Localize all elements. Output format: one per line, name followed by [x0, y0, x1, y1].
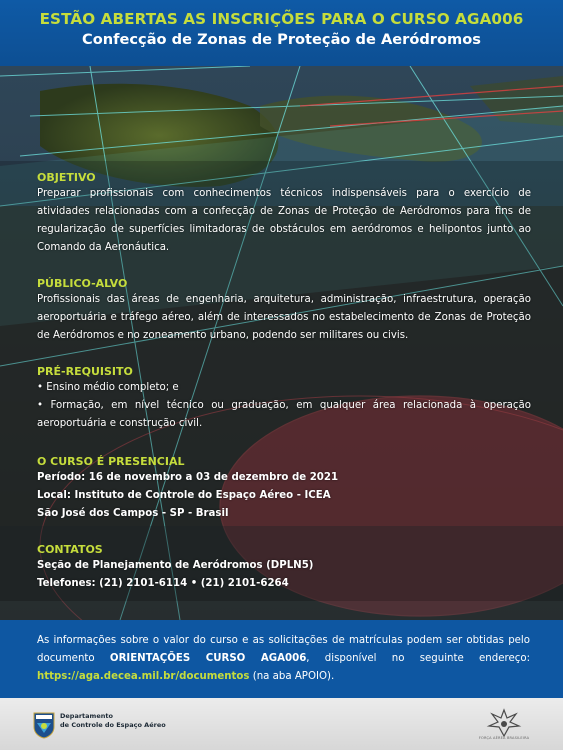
section-objetivo — [37, 170, 531, 257]
info-bar — [0, 620, 563, 698]
section-title-pre-requisito: PRÉ-REQUISITO — [37, 365, 133, 378]
footer — [0, 698, 563, 750]
section-title-contatos: CONTATOS — [37, 543, 103, 556]
section-pre-requisito — [37, 364, 531, 433]
info-text-after: (na aba APOIO). — [249, 671, 335, 682]
decea-logo-icon — [32, 711, 56, 739]
info-doc-name: ORIENTAÇÕES CURSO AGA006 — [109, 653, 307, 664]
course-location: Local: Instituto de Controle do Espaço Aéreo - ICEA — [37, 490, 331, 501]
header-banner — [0, 0, 563, 66]
course-period: Período: 16 de novembro a 03 de dezembro de 2021 — [37, 472, 339, 483]
page-subtitle: Confecção de Zonas de Proteção de Aeródromos — [82, 31, 481, 48]
prerequisite-item-2: • Formação, em nível técnico ou graduação, em qualquer área relacionada à operação aeroportuária e construção civil. — [37, 400, 531, 429]
section-curso — [37, 454, 531, 523]
section-title-curso: O CURSO É PRESENCIAL — [37, 455, 185, 468]
department-name-line2: de Controle do Espaço Aéreo — [60, 721, 166, 729]
section-title-objetivo: OBJETIVO — [37, 171, 96, 184]
section-contatos — [37, 542, 531, 593]
info-text — [37, 632, 530, 686]
department-name — [60, 712, 166, 730]
prerequisite-item-1: • Ensino médio completo; e — [37, 382, 179, 393]
page-title: ESTÃO ABERTAS AS INSCRIÇÕES PARA O CURSO AGA006 — [39, 10, 524, 28]
info-text-before: As informações sobre o valor do curso e as solicitações de matrículas podem ser obtidas pelo documento — [37, 635, 530, 664]
section-title-publico-alvo: PÚBLICO-ALVO — [37, 277, 128, 290]
section-publico-alvo — [37, 276, 531, 345]
department-name-line1: Departamento — [60, 712, 113, 720]
contact-phones: Telefones: (21) 2101-6114 • (21) 2101-6264 — [37, 578, 289, 589]
section-text-publico-alvo: Profissionais das áreas de engenharia, arquitetura, administração, infraestrutura, operação aeroportuária e tráfego aéreo, além de interessados no estabelecimento de Zonas de Proteção de Aeródromos e no zoneamento urbano, podendo ser militares ou civis. — [37, 294, 531, 341]
section-text-objetivo: Preparar profissionais com conhecimentos técnicos indispensáveis para o exercício de atividades relacionadas com a confecção de Zonas de Proteção de Aeródromos para fins de regularização de superfícies limitadoras de obstáculos em aeródromos e helipontos junto ao Comando da Aeronáutica. — [37, 188, 531, 253]
contact-section-name: Seção de Planejamento de Aeródromos (DPLN5) — [37, 560, 314, 571]
course-city: São José dos Campos - SP - Brasil — [37, 508, 229, 519]
documents-link[interactable]: https://aga.decea.mil.br/documentos — [37, 671, 250, 682]
info-text-middle: , disponível no seguinte endereço: — [306, 653, 530, 664]
fab-label: FORÇA AÉREA BRASILEIRA — [478, 736, 530, 740]
